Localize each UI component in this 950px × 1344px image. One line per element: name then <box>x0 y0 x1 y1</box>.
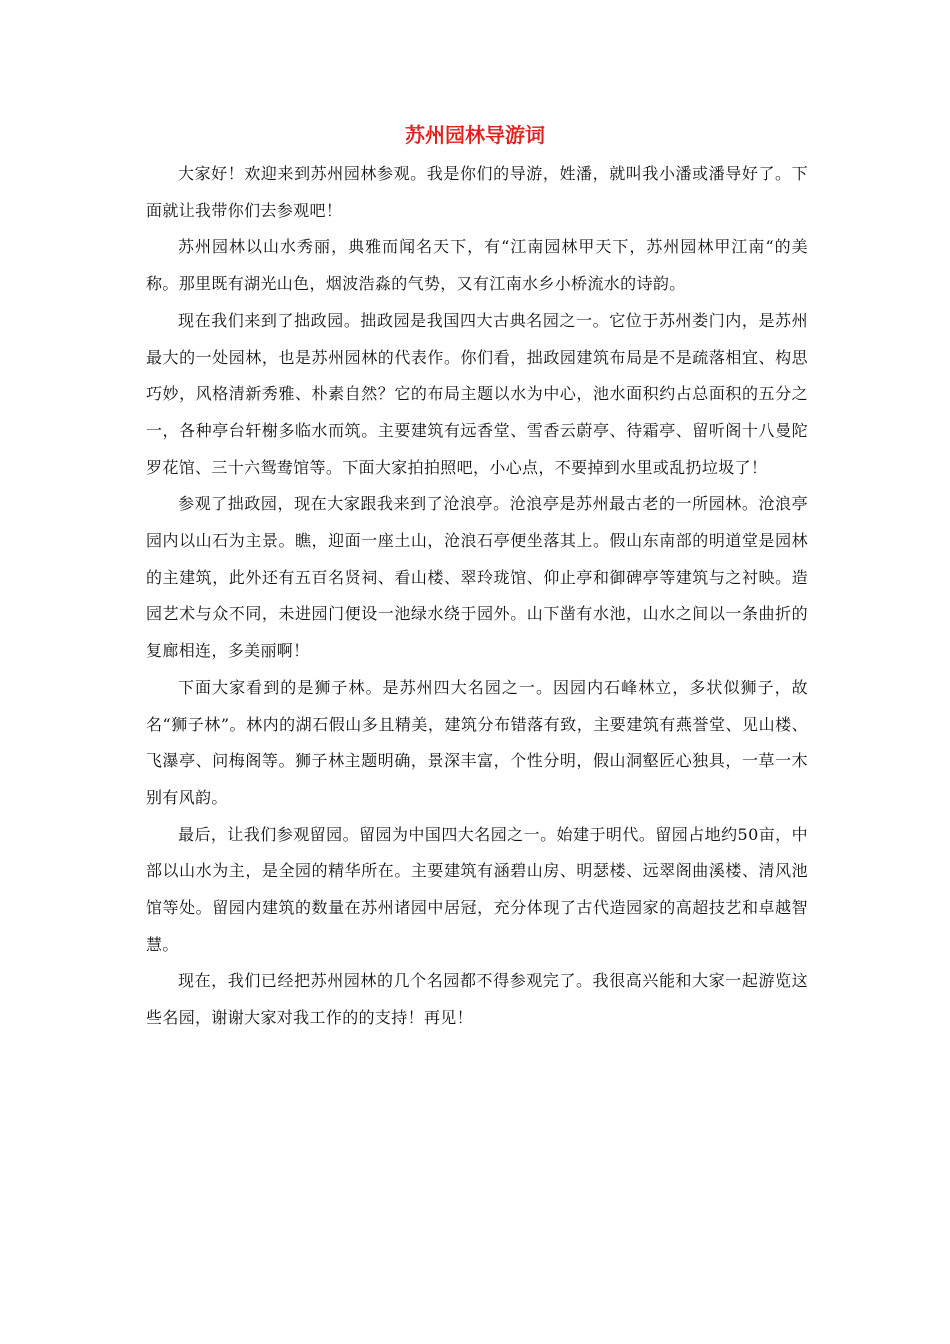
paragraph-farewell: 现在，我们已经把苏州园林的几个名园都不得参观完了。我很高兴能和大家一起游览这些名园，谢谢大家对我工作的的支持！再见！ <box>146 971 808 1028</box>
paragraph-zhuozheng-garden: 现在我们来到了拙政园。拙政园是我国四大古典名园之一。它位于苏州娄门内，是苏州最大的一处园林，也是苏州园林的代表作。你们看，拙政园建筑布局是不是疏落相宜、构思巧妙，风格清新秀雅、朴素自然？它的布局主题以水为中心，池水面积约占总面积的五分之一，各种亭台轩榭多临水而筑。主要建筑有远香堂、雪香云蔚亭、待霜亭、留听阁十八曼陀罗花馆、三十六鸳鸯馆等。下面大家拍拍照吧，小心点，不要掉到水里或乱扔垃圾了！ <box>146 310 808 477</box>
paragraph-lingering-garden: 最后，让我们参观留园。留园为中国四大名园之一。始建于明代。留园占地约50亩，中部以山水为主，是全园的精华所在。主要建筑有涵碧山房、明瑟楼、远翠阁曲溪楼、清风池馆等处。留园内建筑的数量在苏州诸园中居冠，充分体现了古代造园家的高超技艺和卓越智慧。 <box>146 824 808 954</box>
paragraph-lion-grove: 下面大家看到的是狮子林。是苏州四大名园之一。因园内石峰林立，多状似狮子，故名“狮子林”。林内的湖石假山多且精美，建筑分布错落有致，主要建筑有燕誉堂、见山楼、飞瀑亭、问梅阁等。狮子林主题明确，景深丰富，个性分明，假山洞壑匠心独具，一草一木别有风韵。 <box>146 677 808 807</box>
paragraph-canglang-pavilion: 参观了拙政园，现在大家跟我来到了沧浪亭。沧浪亭是苏州最古老的一所园林。沧浪亭园内以山石为主景。瞧，迎面一座土山，沧浪石亭便坐落其上。假山东南部的明道堂是园林的主建筑，此外还有五百名贤祠、看山楼、翠玲珑馆、仰止亭和御碑亭等建筑与之衬映。造园艺术与众不同，未进园门便设一池绿水绕于园外。山下凿有水池，山水之间以一条曲折的复廊相连，多美丽啊！ <box>146 494 808 661</box>
paragraph-introduction: 苏州园林以山水秀丽，典雅而闻名天下，有“江南园林甲天下，苏州园林甲江南“的美称。那里既有湖光山色，烟波浩淼的气势，又有江南水乡小桥流水的诗韵。 <box>146 237 808 294</box>
paragraph-greeting: 大家好！欢迎来到苏州园林参观。我是你们的导游，姓潘，就叫我小潘或潘导好了。下面就让我带你们去参观吧！ <box>146 164 808 220</box>
document-title: 苏州园林导游词 <box>405 123 545 147</box>
document-body <box>146 156 808 1037</box>
